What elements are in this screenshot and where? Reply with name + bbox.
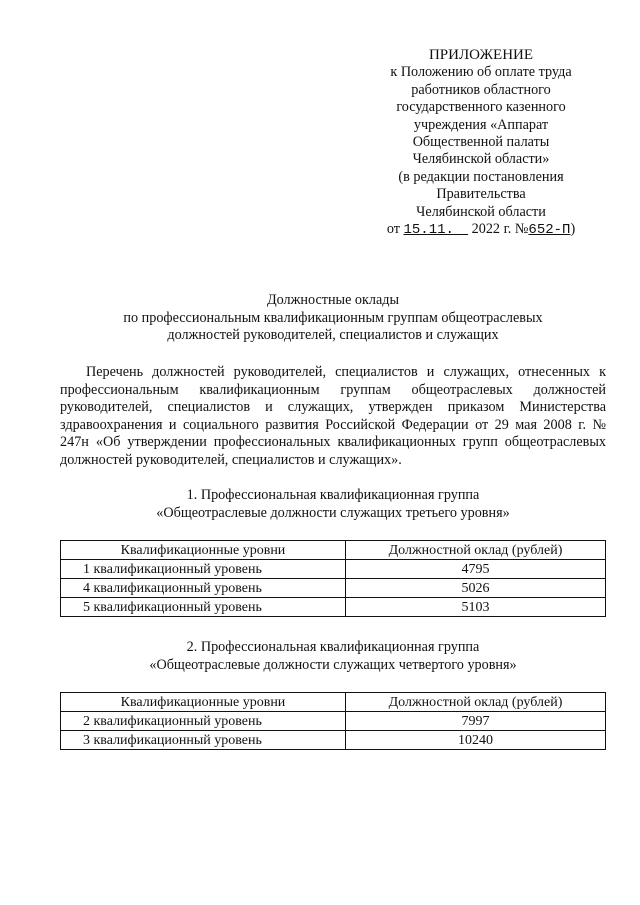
appendix-line: Челябинской области»: [412, 151, 550, 168]
level-cell: 3 квалификационный уровень: [61, 731, 346, 750]
date-close: ): [570, 221, 576, 238]
appendix-line: Челябинской области: [416, 203, 546, 220]
table-row: [61, 731, 606, 750]
column-header-level: Квалификационные уровни: [61, 541, 346, 560]
document-title: [60, 292, 606, 345]
title-line: должностей руководителей, специалистов и служащих: [167, 327, 499, 343]
appendix-line: Правительства: [436, 186, 526, 203]
group-1-salary-table: [60, 540, 606, 617]
salary-cell: 4795: [346, 560, 606, 579]
appendix-header: [370, 47, 592, 239]
title-line: по профессиональным квалификационным группам общеотраслевых: [123, 309, 543, 326]
level-cell: 4 квалификационный уровень: [61, 579, 346, 598]
appendix-line: учреждения «Аппарат: [413, 116, 549, 133]
table-row: [61, 598, 606, 617]
column-header-salary: Должностной оклад (рублей): [346, 693, 606, 712]
group-title-line: «Общеотраслевые должности служащих третьего уровня»: [156, 505, 510, 521]
level-cell: 2 квалификационный уровень: [61, 712, 346, 731]
appendix-line: государственного казенного: [396, 99, 566, 116]
appendix-line: к Положению об оплате труда: [390, 64, 572, 81]
title-line: Должностные оклады: [266, 292, 400, 308]
group-title-line: 1. Профессиональная квалификационная группа: [186, 487, 480, 503]
date-year: 2022 г. №: [471, 221, 529, 238]
group-title-line: «Общеотраслевые должности служащих четвертого уровня»: [149, 657, 517, 673]
salary-cell: 10240: [346, 731, 606, 750]
table-row: [61, 579, 606, 598]
column-header-salary: Должностной оклад (рублей): [346, 541, 606, 560]
appendix-line: работников областного: [411, 81, 551, 98]
group-1-title: [60, 486, 606, 522]
column-header-level: Квалификационные уровни: [61, 693, 346, 712]
table-row: [61, 712, 606, 731]
salary-cell: 5103: [346, 598, 606, 617]
document-number: 652-П: [528, 222, 571, 239]
level-cell: 1 квалификационный уровень: [61, 560, 346, 579]
table-header-row: [61, 693, 606, 712]
date-value: 15.11.: [403, 222, 454, 239]
appendix-heading: ПРИЛОЖЕНИЕ: [428, 47, 534, 63]
group-2-title: [60, 638, 606, 674]
group-2-salary-table: [60, 692, 606, 750]
appendix-line: Общественной палаты: [412, 134, 550, 151]
table-header-row: [61, 541, 606, 560]
level-cell: 5 квалификационный уровень: [61, 598, 346, 617]
intro-paragraph: Перечень должностей руководителей, специалистов и служащих, отнесенных к профессиональным квалификационным группам общеотраслевых должностей руководителей, специалистов и служащих, утвержден приказом Министерства здравоохранения и социального развития Российской Федерации от 29 мая 2008 г. № 247н «Об утверждении профессиональных квалификационных групп общеотраслевых должностей руководителей, специалистов и служащих».: [60, 364, 606, 468]
appendix-date-line: [370, 221, 592, 239]
salary-cell: 7997: [346, 712, 606, 731]
group-title-line: 2. Профессиональная квалификационная группа: [186, 639, 480, 655]
date-prefix: от: [386, 221, 400, 238]
appendix-line: (в редакции постановления: [398, 168, 564, 185]
salary-cell: 5026: [346, 579, 606, 598]
table-row: [61, 560, 606, 579]
